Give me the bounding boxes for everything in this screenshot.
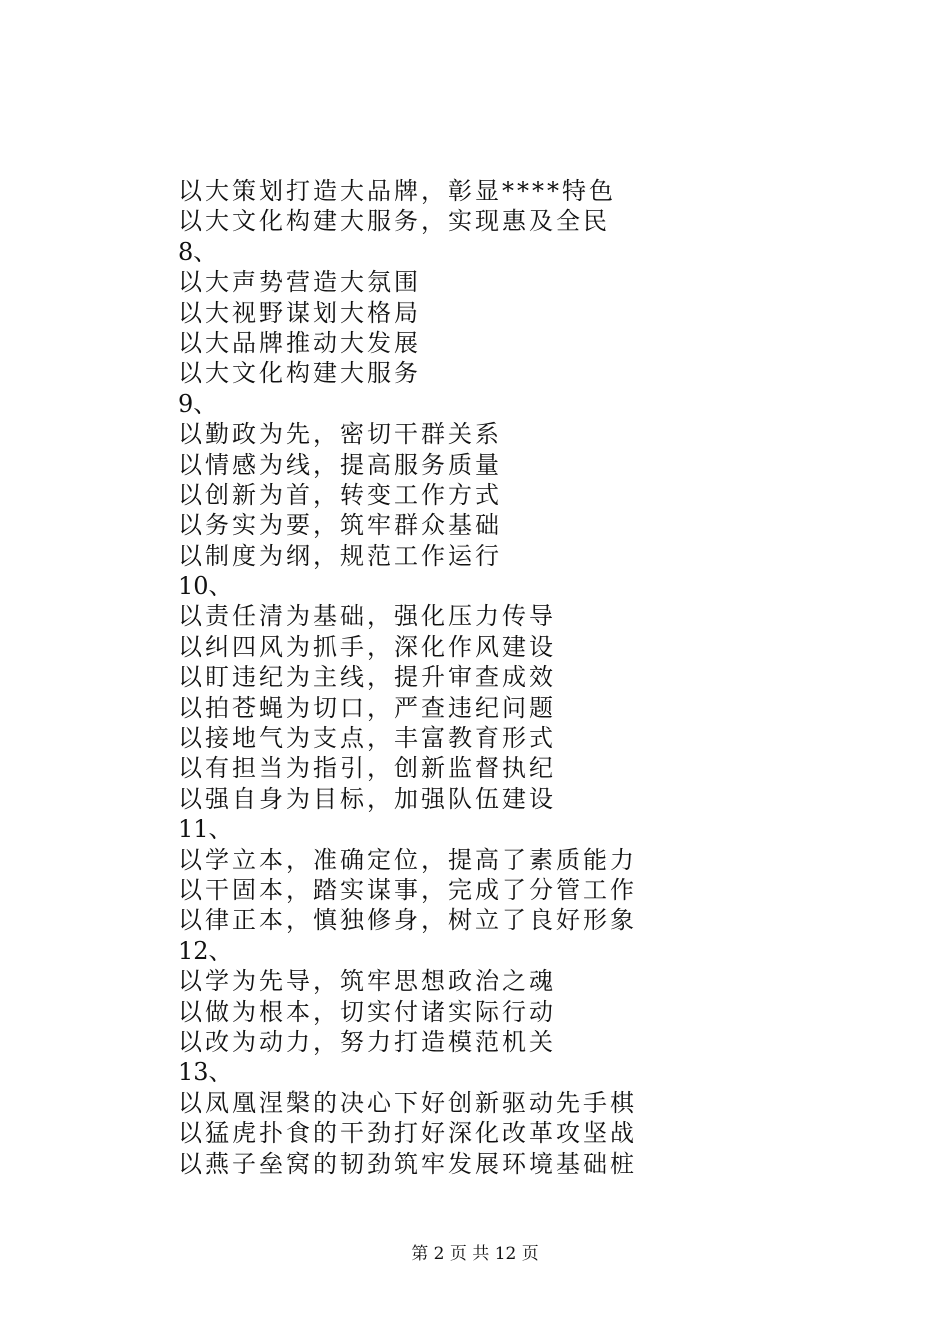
text-line: 以创新为首，转变工作方式 [178, 480, 502, 509]
text-line: 以凤凰涅槃的决心下好创新驱动先手棋 [178, 1088, 637, 1117]
text-line: 以干固本，踏实谋事，完成了分管工作 [178, 875, 637, 904]
text-line: 以盯违纪为主线，提升审查成效 [178, 663, 556, 692]
text-line: 以接地气为支点，丰富教育形式 [178, 724, 556, 753]
document-body [178, 176, 878, 1179]
text-line: 以大文化构建大服务 [178, 359, 421, 388]
text-line: 以拍苍蝇为切口，严查违纪问题 [178, 693, 556, 722]
text-line: 以大视野谋划大格局 [178, 298, 421, 327]
text-line: 以制度为纲，规范工作运行 [178, 541, 502, 570]
text-line: 以强自身为目标，加强队伍建设 [178, 784, 556, 813]
text-line: 以有担当为指引，创新监督执纪 [178, 754, 556, 783]
section-number: 13、 [178, 1058, 233, 1087]
text-line: 以猛虎扑食的干劲打好深化改革攻坚战 [178, 1119, 637, 1148]
text-line: 以纠四风为抓手，深化作风建设 [178, 632, 556, 661]
text-line: 以务实为要，筑牢群众基础 [178, 511, 502, 540]
page-number-label: 第 2 页 共 12 页 [411, 1244, 539, 1264]
text-line: 以学为先导，筑牢思想政治之魂 [178, 967, 556, 996]
section-number: 10、 [178, 572, 233, 601]
section-number: 8、 [178, 237, 218, 266]
section-number: 9、 [178, 389, 218, 418]
text-line: 以大策划打造大品牌，彰显****特色 [178, 177, 616, 205]
text-line: 以大品牌推动大发展 [178, 328, 421, 357]
text-line: 以做为根本，切实付诸实际行动 [178, 997, 556, 1026]
text-line: 以大声势营造大氛围 [178, 268, 421, 297]
section-number: 12、 [178, 936, 233, 965]
text-line: 以情感为线，提高服务质量 [178, 450, 502, 479]
text-line: 以改为动力，努力打造模范机关 [178, 1027, 556, 1056]
text-line: 以大文化构建大服务，实现惠及全民 [178, 207, 610, 236]
text-line: 以责任清为基础，强化压力传导 [178, 602, 556, 631]
text-line: 以律正本，慎独修身，树立了良好形象 [178, 906, 637, 935]
text-line: 以燕子垒窝的韧劲筑牢发展环境基础桩 [178, 1149, 637, 1178]
section-number: 11、 [178, 815, 233, 844]
text-line: 以勤政为先，密切干群关系 [178, 420, 502, 449]
text-line: 以学立本，准确定位，提高了素质能力 [178, 845, 637, 874]
page-footer [0, 1243, 950, 1265]
